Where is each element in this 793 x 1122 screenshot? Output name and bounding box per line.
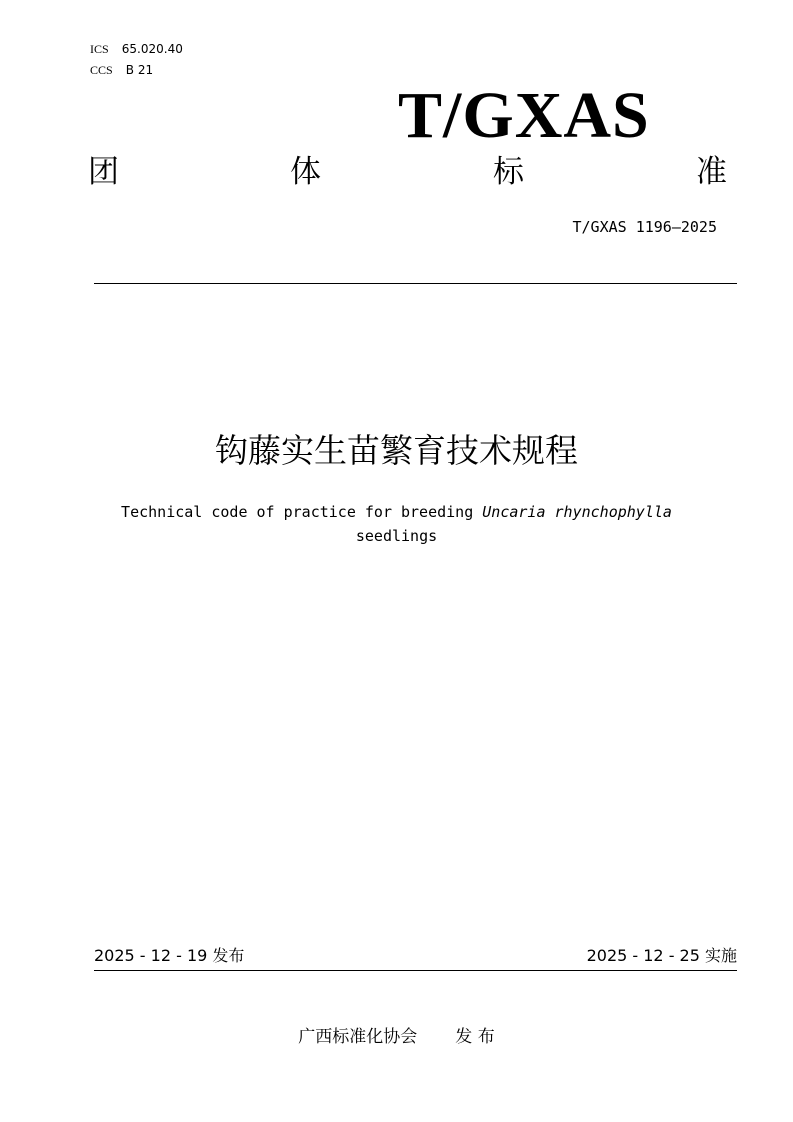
publisher-name: 广西标准化协会 [298, 1027, 418, 1047]
ccs-label: CCS [90, 63, 113, 77]
standard-type-char-1: 团 [88, 154, 119, 190]
footer-divider [94, 970, 737, 971]
implementation-date: 2025 - 12 - 25 实施 [586, 946, 737, 965]
publisher-action: 发 布 [455, 1027, 495, 1047]
standard-type-char-4: 准 [696, 154, 727, 190]
standard-type-char-2: 体 [290, 154, 321, 190]
ics-value: 65.020.40 [121, 42, 183, 56]
standard-type-char-3: 标 [493, 154, 524, 190]
document-title-english-line2: seedlings [355, 527, 438, 545]
document-title-chinese: 钩藤实生苗繁育技术规程 [215, 431, 578, 470]
ccs-value: B 21 [125, 63, 154, 77]
english-title-text: Technical code of practice for breeding [121, 503, 483, 521]
standard-number: T/GXAS 1196—2025 [572, 218, 717, 236]
ics-label: ICS [90, 42, 109, 56]
publisher-line [0, 1026, 793, 1048]
english-title-species: Uncaria rhynchophylla [482, 503, 672, 521]
issue-date: 2025 - 12 - 19 发布 [94, 946, 245, 965]
ics-row [90, 38, 183, 57]
document-title-english-line1 [0, 500, 793, 524]
standard-logo: T/GXAS [398, 79, 650, 152]
ccs-row [90, 59, 153, 78]
header-divider [94, 283, 737, 284]
